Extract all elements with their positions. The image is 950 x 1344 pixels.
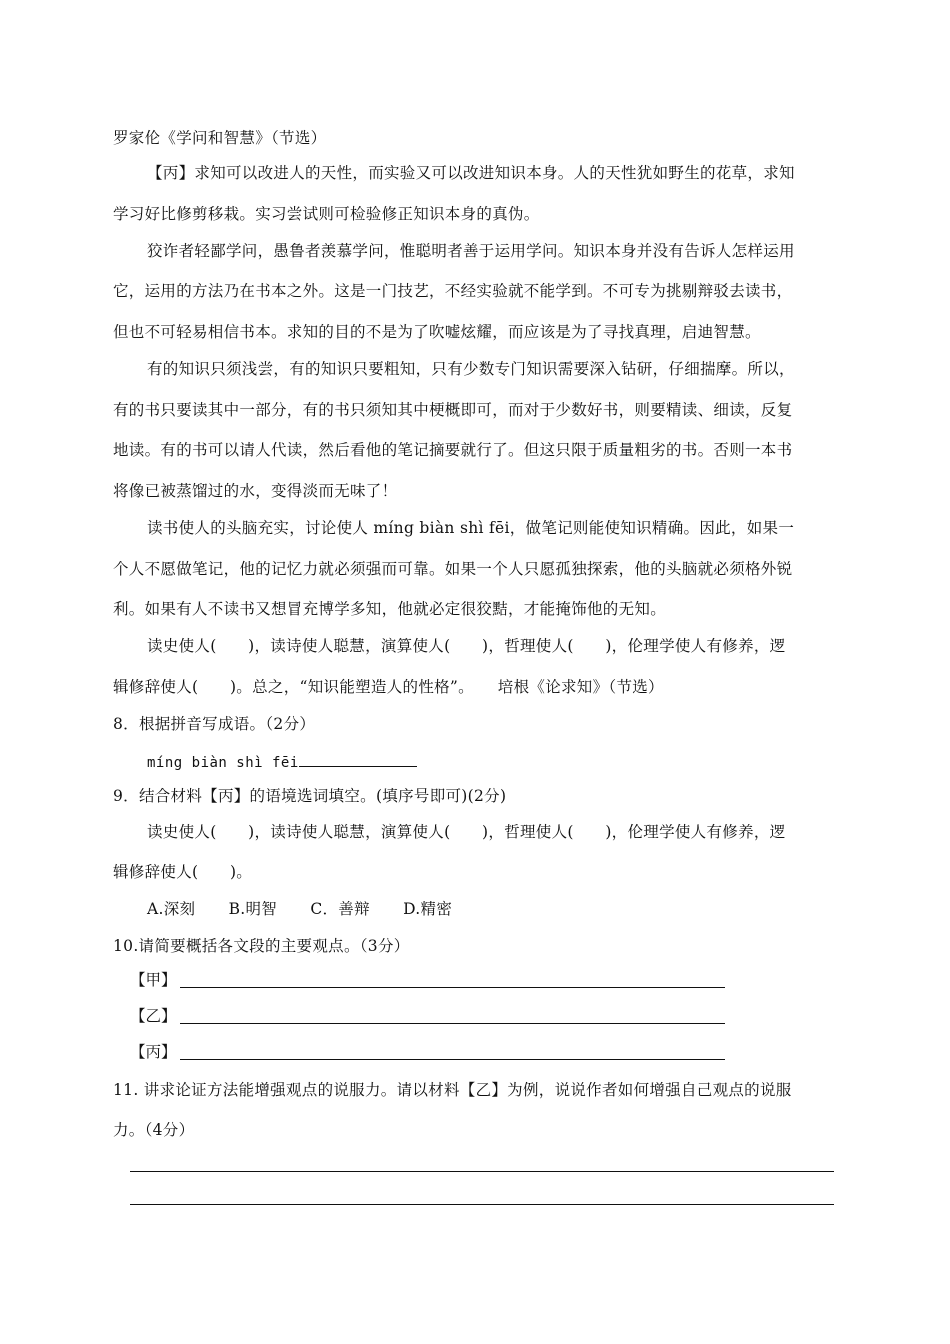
q10-answer-line-yi[interactable]: [180, 1023, 725, 1024]
paragraph-line: 辑修辞使人( )。总之，“知识能塑造人的性格”。 培根《论求知》（节选）: [113, 678, 664, 696]
source-citation-top: 罗家伦《学问和智慧》（节选）: [113, 129, 327, 147]
option-b: B.明智: [228, 900, 278, 918]
paragraph-line: 它，运用的方法乃在书本之外。这是一门技艺，不经实验就不能学到。不可专为挑剔辩驳去读书，: [113, 282, 793, 300]
paragraph-line: 狡诈者轻鄙学问，愚鲁者羡慕学问，惟聪明者善于运用学问。知识本身并没有告诉人怎样运用: [147, 242, 795, 260]
q8-answer-blank[interactable]: [299, 752, 417, 767]
question-stem: 9．结合材料【丙】的语境选词填空。(填序号即可)(2分): [113, 787, 507, 805]
question-stem-continued: 力。（4分）: [113, 1121, 195, 1139]
paragraph-line: 读史使人( )，读诗使人聪慧，演算使人( )，哲理使人( )，伦理学使人有修养，逻: [147, 637, 786, 655]
option-c: C．善辩: [310, 900, 370, 918]
option-d: D.精密: [403, 900, 453, 918]
paragraph-line: 有的知识只须浅尝，有的知识只要粗知，只有少数专门知识需要深入钻研，仔细揣摩。所以，: [147, 360, 795, 378]
q10-label-bing: 【丙】: [130, 1043, 177, 1061]
paragraph-line: 利。如果有人不读书又想冒充博学多知，他就必定很狡黠，才能掩饰他的无知。: [113, 600, 667, 618]
question-stem: 11. 讲求论证方法能增强观点的说服力。请以材料【乙】为例，说说作者如何增强自己观点的说服: [113, 1081, 792, 1099]
q9-sentence-line: 读史使人( )，读诗使人聪慧，演算使人( )，哲理使人( )，伦理学使人有修养，逻: [147, 823, 786, 841]
paragraph-line: 个人不愿做笔记，他的记忆力就必须强而可靠。如果一个人只愿孤独探索，他的头脑就必须格外锐: [113, 560, 793, 578]
question-stem: 8．根据拼音写成语。（2分）: [113, 715, 316, 733]
q9-options: [147, 899, 480, 919]
q10-answer-line-jia[interactable]: [180, 987, 725, 988]
q10-answer-line-bing[interactable]: [180, 1059, 725, 1060]
q8-answer-row: [147, 752, 417, 773]
paragraph-line: 【丙】求知可以改进人的天性，而实验又可以改进知识本身。人的天性犹如野生的花草，求知: [147, 164, 795, 182]
option-a: A.深刻: [147, 900, 196, 918]
pinyin-prompt: míng biàn shì fēi: [147, 755, 299, 771]
paragraph-line: 学习好比修剪移栽。实习尝试则可检验修正知识本身的真伪。: [113, 205, 540, 223]
paragraph-line: 但也不可轻易相信书本。求知的目的不是为了吹嘘炫耀，而应该是为了寻找真理，启迪智慧。: [113, 323, 761, 341]
q11-answer-line[interactable]: [130, 1171, 834, 1172]
q10-label-jia: 【甲】: [130, 971, 177, 989]
q10-label-yi: 【乙】: [130, 1007, 177, 1025]
paragraph-line: 有的书只要读其中一部分，有的书只须知其中梗概即可，而对于少数好书，则要精读、细读，反复: [113, 401, 793, 419]
question-stem: 10.请简要概括各文段的主要观点。（3分）: [113, 937, 410, 955]
paragraph-line: 将像已被蒸馏过的水，变得淡而无味了！: [113, 482, 398, 500]
q11-answer-line[interactable]: [130, 1204, 834, 1205]
paragraph-line: 读书使人的头脑充实，讨论使人 míng biàn shì fēi，做笔记则能使知识精确。因此，如果一: [147, 519, 795, 537]
paragraph-line: 地读。有的书可以请人代读，然后看他的笔记摘要就行了。但这只限于质量粗劣的书。否则一本书: [113, 441, 793, 459]
q9-sentence-line: 辑修辞使人( )。: [113, 863, 253, 881]
